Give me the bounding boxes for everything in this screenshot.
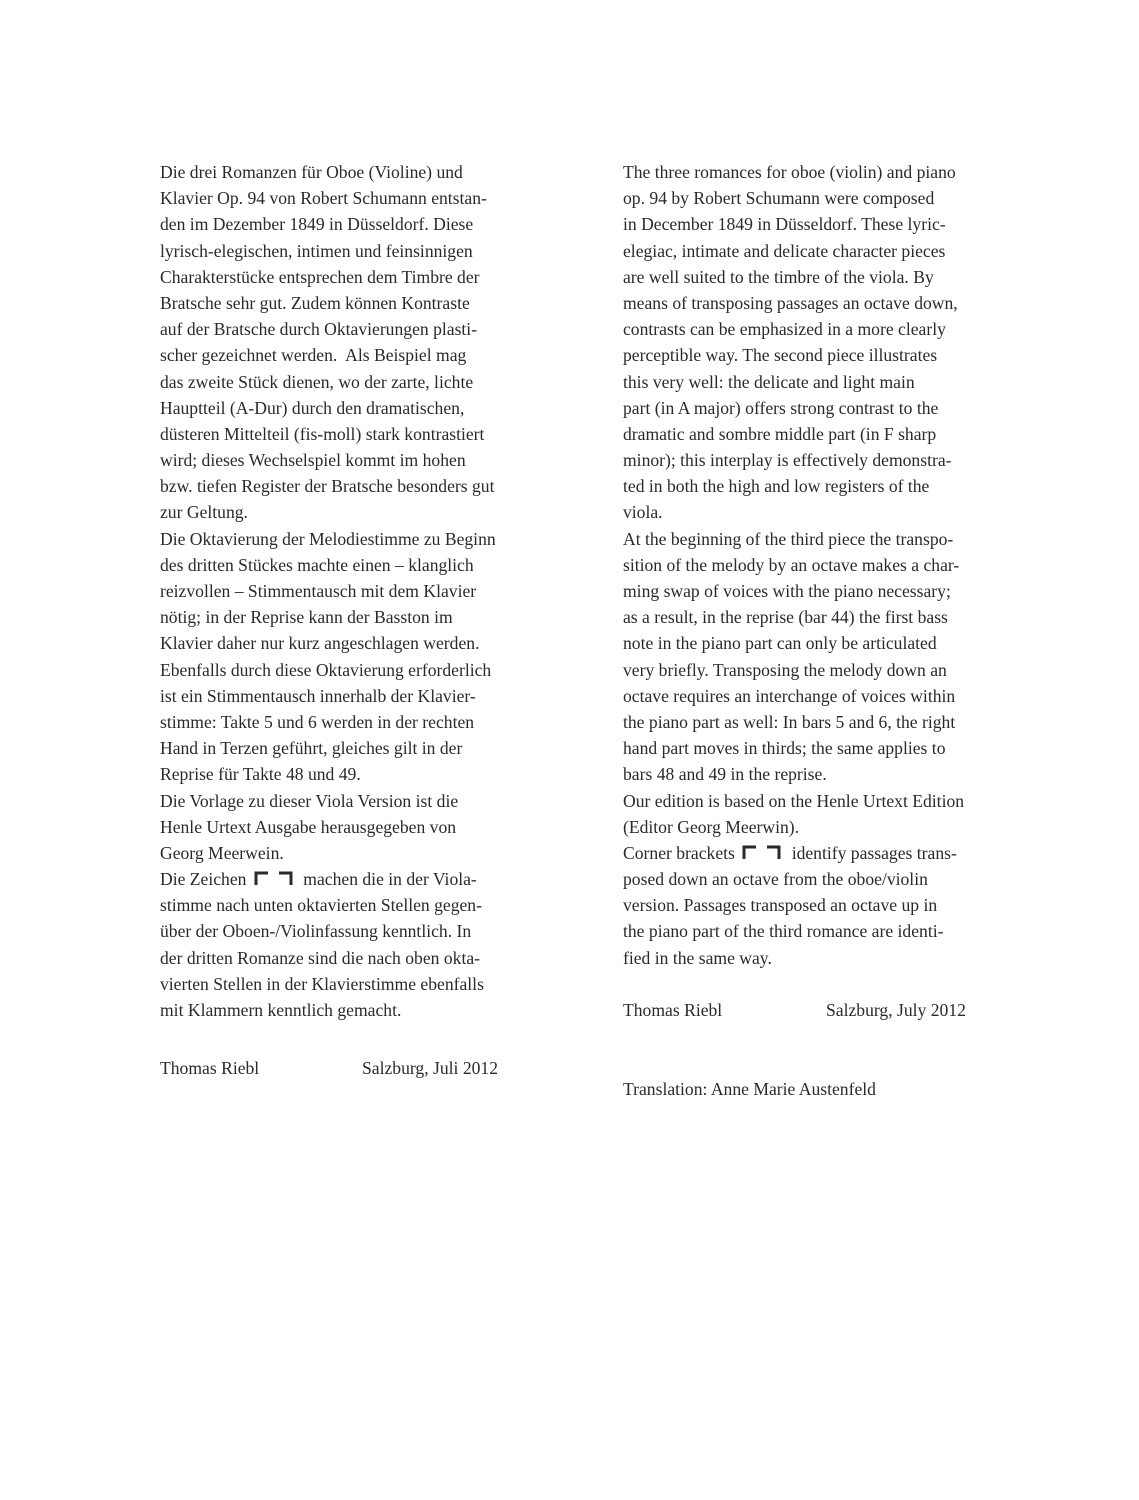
text-line: Bratsche sehr gut. Zudem können Kontraste bbox=[160, 292, 470, 313]
text-line: op. 94 by Robert Schumann were composed bbox=[623, 188, 935, 209]
text-line: sition of the melody by an octave makes a char- bbox=[623, 554, 960, 575]
text-line: mit Klammern kenntlich gemacht. bbox=[160, 1000, 402, 1020]
text-line: viola. bbox=[623, 502, 663, 523]
corner-brackets-icon bbox=[741, 844, 785, 860]
english-text-column bbox=[623, 159, 1003, 971]
text-line: stimme: Takte 5 und 6 werden in der rechten bbox=[160, 711, 475, 732]
text-line: Hauptteil (A-Dur) durch den dramatischen, bbox=[160, 397, 465, 418]
text-line: bars 48 and 49 in the reprise. bbox=[623, 764, 827, 785]
text-line: den im Dezember 1849 in Düsseldorf. Diese bbox=[160, 214, 474, 235]
german-bracket-line bbox=[160, 866, 540, 892]
english-place-date: Salzburg, July 2012 bbox=[826, 1000, 966, 1020]
text-line: minor); this interplay is effectively demonstra- bbox=[623, 450, 952, 471]
text-line: bzw. tiefen Register der Bratsche besonders gut bbox=[160, 476, 495, 497]
translation-credit: Translation: Anne Marie Austenfeld bbox=[623, 1079, 876, 1099]
english-paragraphs bbox=[623, 159, 1003, 840]
text-line: zur Geltung. bbox=[160, 502, 248, 523]
text-line: düsteren Mittelteil (fis-moll) stark kontrastiert bbox=[160, 423, 485, 444]
text-line: note in the piano part can only be articulated bbox=[623, 633, 937, 654]
text-line: posed down an octave from the oboe/violin bbox=[623, 869, 928, 890]
text-line: means of transposing passages an octave down, bbox=[623, 292, 958, 313]
text-line: as a result, in the reprise (bar 44) the first bass bbox=[623, 607, 948, 628]
text-line: reizvollen – Stimmentausch mit dem Klavier bbox=[160, 581, 477, 601]
text-line: Ebenfalls durch diese Oktavierung erforderlich bbox=[160, 659, 492, 680]
text-line: Charakterstücke entsprechen dem Timbre der bbox=[160, 266, 480, 287]
german-place-date: Salzburg, Juli 2012 bbox=[362, 1058, 499, 1078]
english-bracket-line bbox=[623, 840, 1003, 866]
text-line: in December 1849 in Düsseldorf. These lyric- bbox=[623, 214, 946, 235]
german-paragraphs bbox=[160, 159, 540, 866]
text-line: Die Vorlage zu dieser Viola Version ist die bbox=[160, 790, 459, 811]
english-paragraphs-end bbox=[623, 866, 1003, 971]
german-text-column bbox=[160, 159, 540, 1023]
text-line: stimme nach unten oktavierten Stellen gegen- bbox=[160, 895, 482, 916]
text-line: part (in A major) offers strong contrast to the bbox=[623, 397, 939, 418]
text-line: ted in both the high and low registers of the bbox=[623, 476, 930, 497]
english-bracket-text-before: Corner brackets bbox=[623, 842, 735, 863]
text-line: der dritten Romanze sind die nach oben okta- bbox=[160, 947, 481, 968]
german-bracket-text-after: machen die in der Viola- bbox=[303, 869, 477, 890]
text-line: Georg Meerwein. bbox=[160, 842, 284, 863]
text-line: are well suited to the timbre of the viola. By bbox=[623, 266, 934, 287]
text-line: Our edition is based on the Henle Urtext Edition bbox=[623, 790, 965, 811]
text-line: Henle Urtext Ausgabe herausgegeben von bbox=[160, 816, 457, 837]
text-line: the piano part of the third romance are identi- bbox=[623, 921, 944, 942]
text-line: ist ein Stimmentausch innerhalb der Klavier- bbox=[160, 685, 476, 706]
text-line: (Editor Georg Meerwin). bbox=[623, 816, 800, 837]
text-line: fied in the same way. bbox=[623, 947, 772, 968]
german-bracket-text-before: Die Zeichen bbox=[160, 869, 247, 890]
text-line: scher gezeichnet werden. Als Beispiel mag bbox=[160, 345, 467, 366]
text-line: Klavier Op. 94 von Robert Schumann entstan- bbox=[160, 188, 487, 209]
text-line: At the beginning of the third piece the transpo- bbox=[623, 528, 954, 549]
text-line: ming swap of voices with the piano necessary; bbox=[623, 581, 951, 601]
english-bracket-text-after: identify passages trans- bbox=[791, 842, 957, 863]
text-line: Klavier daher nur kurz angeschlagen werden. bbox=[160, 633, 480, 654]
text-line: auf der Bratsche durch Oktavierungen plasti- bbox=[160, 319, 478, 340]
text-line: nötig; in der Reprise kann der Basston im bbox=[160, 607, 453, 628]
german-author: Thomas Riebl bbox=[160, 1058, 260, 1078]
text-line: wird; dieses Wechselspiel kommt im hohen bbox=[160, 450, 466, 471]
text-line: über der Oboen-/Violinfassung kenntlich. In bbox=[160, 921, 472, 942]
text-line: des dritten Stückes machte einen – klanglich bbox=[160, 554, 474, 575]
text-line: very briefly. Transposing the melody down an bbox=[623, 659, 947, 680]
text-line: this very well: the delicate and light main bbox=[623, 371, 915, 392]
german-paragraphs-end bbox=[160, 892, 540, 1023]
text-line: das zweite Stück dienen, wo der zarte, lichte bbox=[160, 371, 474, 392]
text-line: hand part moves in thirds; the same applies to bbox=[623, 738, 946, 759]
text-line: the piano part as well: In bars 5 and 6, the right bbox=[623, 711, 956, 732]
text-line: Hand in Terzen geführt, gleiches gilt in der bbox=[160, 738, 463, 759]
text-line: contrasts can be emphasized in a more clearly bbox=[623, 319, 946, 340]
english-author: Thomas Riebl bbox=[623, 1000, 723, 1020]
text-line: Reprise für Takte 48 und 49. bbox=[160, 764, 361, 785]
text-line: The three romances for oboe (violin) and piano bbox=[623, 162, 956, 182]
text-line: Die drei Romanzen für Oboe (Violine) und bbox=[160, 162, 463, 182]
text-line: octave requires an interchange of voices within bbox=[623, 685, 956, 706]
text-line: version. Passages transposed an octave up in bbox=[623, 895, 938, 916]
text-line: Die Oktavierung der Melodiestimme zu Beginn bbox=[160, 528, 496, 549]
text-line: elegiac, intimate and delicate character pieces bbox=[623, 240, 946, 261]
text-line: lyrisch-elegischen, intimen und feinsinnigen bbox=[160, 240, 473, 261]
text-line: vierten Stellen in der Klavierstimme ebenfalls bbox=[160, 973, 484, 994]
text-line: perceptible way. The second piece illustrates bbox=[623, 345, 938, 366]
corner-brackets-icon bbox=[253, 870, 297, 886]
text-line: dramatic and sombre middle part (in F sharp bbox=[623, 423, 937, 444]
